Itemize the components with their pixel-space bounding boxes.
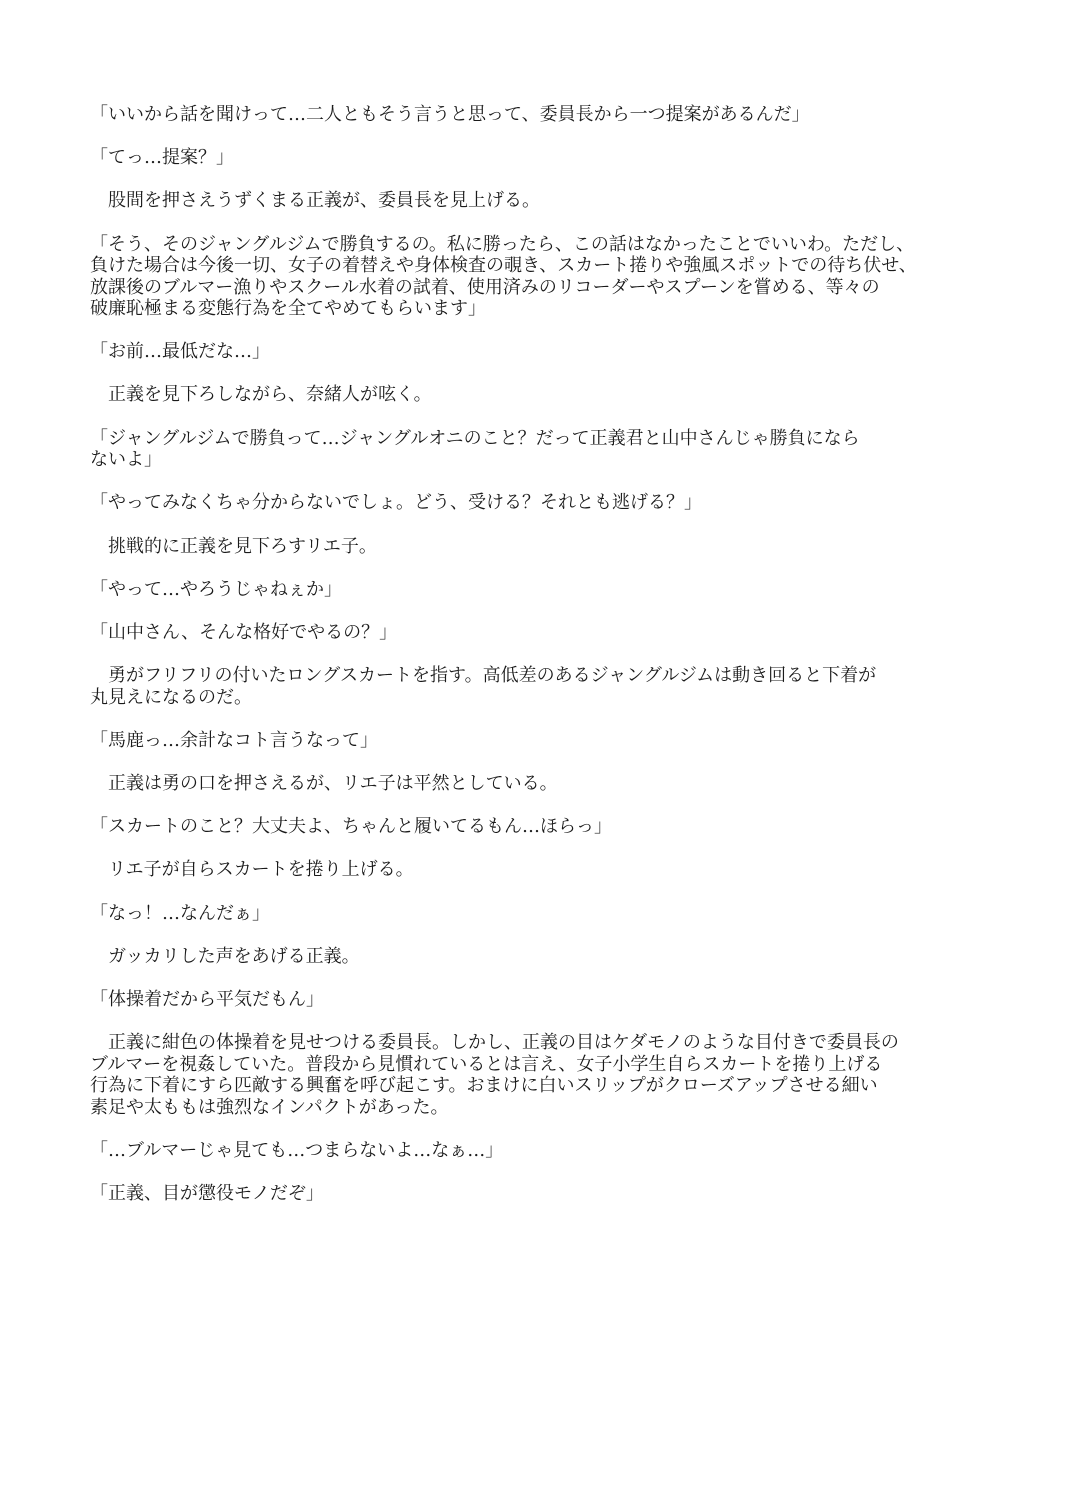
paragraph xyxy=(90,341,1020,363)
paragraph xyxy=(90,665,1020,708)
paragraph xyxy=(90,859,1020,881)
text-line: 「馬鹿っ…余計なコト言うなって」 xyxy=(90,729,378,751)
text-line: 「いいから話を聞けって…二人ともそう言うと思って、委員長から一つ提案があるんだ」 xyxy=(90,104,810,125)
text-line: 破廉恥極まる変態行為を全てやめてもらいます」 xyxy=(90,298,486,320)
text-line: リエ子が自らスカートを捲り上げる。 xyxy=(90,859,414,881)
text-line: 負けた場合は今後一切、女子の着替えや身体検査の覗き、スカート捲りや強風スポットでの待ち伏せ、 xyxy=(90,255,917,277)
text-line: 「やってみなくちゃ分からないでしょ。どう、受ける？それとも逃げる？」 xyxy=(90,492,702,514)
text-line: 「やって…やろうじゃねぇか」 xyxy=(90,578,342,600)
text-line: 「正義、目が懲役モノだぞ」 xyxy=(90,1182,324,1204)
text-line: 「…ブルマーじゃ見ても…つまらないよ…なぁ…」 xyxy=(90,1139,504,1161)
paragraph xyxy=(90,384,1020,406)
text-line: 丸見えになるのだ。 xyxy=(90,686,252,708)
text-line: 素足や太ももは強烈なインパクトがあった。 xyxy=(90,1096,449,1118)
paragraph xyxy=(90,1032,1020,1118)
paragraph xyxy=(90,147,1020,169)
text-line: ブルマーを視姦していた。普段から見慣れているとは言え、女子小学生自らスカートを捲り上げる xyxy=(90,1053,883,1075)
text-line: 「てっ…提案？」 xyxy=(90,147,234,169)
text-line: 放課後のブルマー漁りやスクール水着の試着、使用済みのリコーダーやスプーンを嘗める、等々の xyxy=(90,276,880,298)
paragraph xyxy=(90,730,1020,752)
text-line: 勇がフリフリの付いたロングスカートを指す。高低差のあるジャングルジムは動き回ると下着が xyxy=(90,665,877,687)
document-body xyxy=(90,104,1020,1226)
paragraph xyxy=(90,903,1020,925)
paragraph xyxy=(90,492,1020,514)
text-line: 「ジャングルジムで勝負って…ジャングルオニのこと？だって正義君と山中さんじゃ勝負になら xyxy=(90,427,860,449)
text-line: 正義は勇の口を押さえるが、リエ子は平然としている。 xyxy=(90,772,558,794)
paragraph xyxy=(90,579,1020,601)
text-line: 行為に下着にすら匹敵する興奮を呼び起こす。おまけに白いスリップがクローズアップさせる細い xyxy=(90,1075,878,1097)
text-line: 「山中さん、そんな格好でやるの？」 xyxy=(90,621,398,643)
text-line: 「そう、そのジャングルジムで勝負するの。私に勝ったら、この話はなかったことでいいわ。ただし、 xyxy=(90,233,915,255)
text-line: 「体操着だから平気だもん」 xyxy=(90,988,324,1010)
text-line: 「スカートのこと？大丈夫よ、ちゃんと履いてるもん…ほらっ」 xyxy=(90,816,612,838)
paragraph xyxy=(90,816,1020,838)
text-line: 「お前…最低だな…」 xyxy=(90,341,270,363)
paragraph xyxy=(90,190,1020,212)
paragraph xyxy=(90,536,1020,558)
paragraph xyxy=(90,946,1020,968)
paragraph xyxy=(90,428,1020,471)
paragraph xyxy=(90,1140,1020,1162)
text-line: 股間を押さえうずくまる正義が、委員長を見上げる。 xyxy=(90,190,540,212)
text-line: 正義を見下ろしながら、奈緒人が呟く。 xyxy=(90,384,432,406)
text-line: 挑戦的に正義を見下ろすリエ子。 xyxy=(90,535,377,557)
paragraph xyxy=(90,773,1020,795)
text-line: ないよ」 xyxy=(90,449,162,471)
text-line: 正義に紺色の体操着を見せつける委員長。しかし、正義の目はケダモノのような目付きで委員長の xyxy=(90,1032,899,1054)
text-line: ガッカリした声をあげる正義。 xyxy=(90,945,360,967)
text-line: 「なっ！…なんだぁ」 xyxy=(90,902,270,924)
paragraph xyxy=(90,234,1020,320)
paragraph xyxy=(90,622,1020,644)
paragraph xyxy=(90,989,1020,1011)
paragraph xyxy=(90,1183,1020,1205)
paragraph xyxy=(90,104,1020,126)
